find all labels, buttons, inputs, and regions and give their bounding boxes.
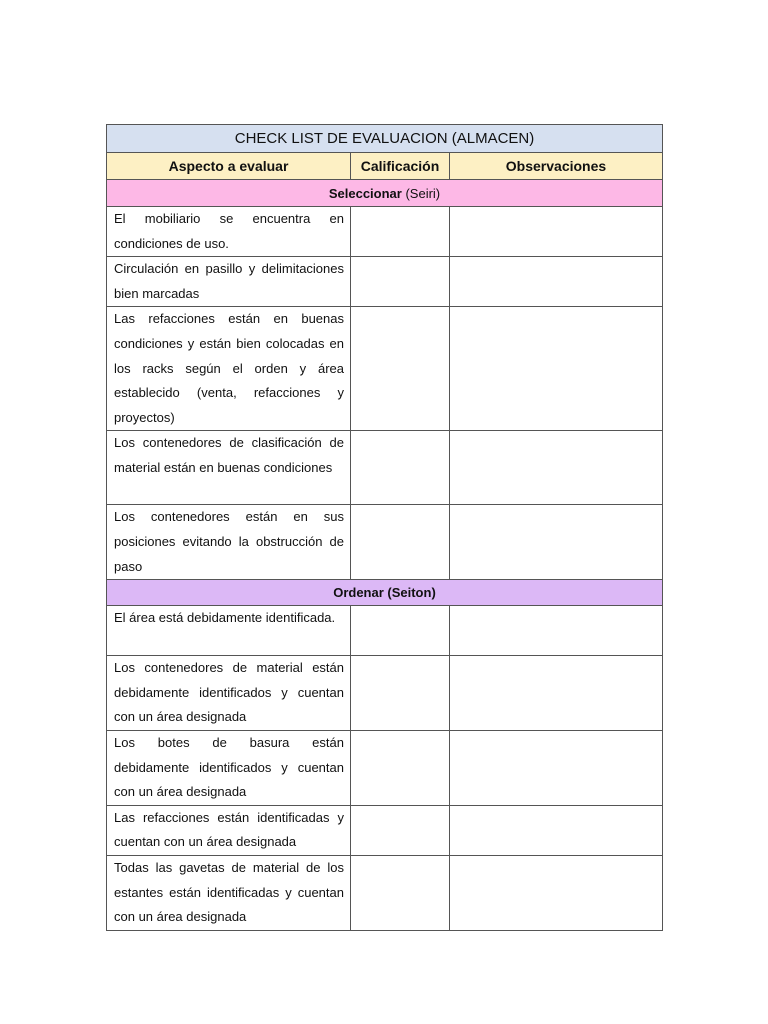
calificacion-cell[interactable] (351, 505, 450, 580)
section-header-ordenar (107, 580, 663, 606)
table-row (107, 431, 663, 505)
aspect-text: El área está debidamente identificada. (107, 606, 351, 656)
table-row (107, 730, 663, 805)
table-row (107, 505, 663, 580)
observaciones-cell[interactable] (450, 805, 663, 855)
table-row (107, 207, 663, 257)
observaciones-cell[interactable] (450, 257, 663, 307)
header-observaciones: Observaciones (450, 153, 663, 180)
aspect-text: El mobiliario se encuentra en condiciones de uso. (107, 207, 351, 257)
calificacion-cell[interactable] (351, 257, 450, 307)
table-row (107, 307, 663, 431)
header-aspect: Aspecto a evaluar (107, 153, 351, 180)
title-row (107, 125, 663, 153)
aspect-text: Las refacciones están identificadas y cuentan con un área designada (107, 805, 351, 855)
table-row (107, 257, 663, 307)
table-row (107, 656, 663, 731)
table-row (107, 855, 663, 930)
calificacion-cell[interactable] (351, 656, 450, 731)
calificacion-cell[interactable] (351, 307, 450, 431)
aspect-text: Los contenedores de clasificación de material están en buenas condiciones (107, 431, 351, 505)
header-row (107, 153, 663, 180)
aspect-text: Las refacciones están en buenas condiciones y están bien colocadas en los racks según el orden y área establecido (venta, refacciones y proyectos) (107, 307, 351, 431)
section-sublabel: (Seiri) (405, 185, 441, 201)
aspect-text: Todas las gavetas de material de los estantes están identificadas y cuentan con un área designada (107, 855, 351, 930)
calificacion-cell[interactable] (351, 805, 450, 855)
observaciones-cell[interactable] (450, 431, 663, 505)
aspect-text: Los botes de basura están debidamente identificados y cuentan con un área designada (107, 730, 351, 805)
observaciones-cell[interactable] (450, 505, 663, 580)
table-row (107, 805, 663, 855)
calificacion-cell[interactable] (351, 207, 450, 257)
observaciones-cell[interactable] (450, 656, 663, 731)
checklist-table (106, 124, 663, 931)
calificacion-cell[interactable] (351, 730, 450, 805)
observaciones-cell[interactable] (450, 855, 663, 930)
aspect-text: Los contenedores de material están debidamente identificados y cuentan con un área designada (107, 656, 351, 731)
table-row (107, 606, 663, 656)
section-label: Ordenar (Seiton) (333, 585, 436, 601)
header-calificacion: Calificación (351, 153, 450, 180)
observaciones-cell[interactable] (450, 730, 663, 805)
aspect-text: Los contenedores están en sus posiciones evitando la obstrucción de paso (107, 505, 351, 580)
section-label: Seleccionar (328, 185, 402, 201)
calificacion-cell[interactable] (351, 606, 450, 656)
observaciones-cell[interactable] (450, 307, 663, 431)
section-header-seleccionar (107, 180, 663, 207)
calificacion-cell[interactable] (351, 431, 450, 505)
checklist-title: CHECK LIST DE EVALUACION (ALMACEN) (107, 125, 663, 153)
calificacion-cell[interactable] (351, 855, 450, 930)
observaciones-cell[interactable] (450, 207, 663, 257)
aspect-text: Circulación en pasillo y delimitaciones bien marcadas (107, 257, 351, 307)
observaciones-cell[interactable] (450, 606, 663, 656)
